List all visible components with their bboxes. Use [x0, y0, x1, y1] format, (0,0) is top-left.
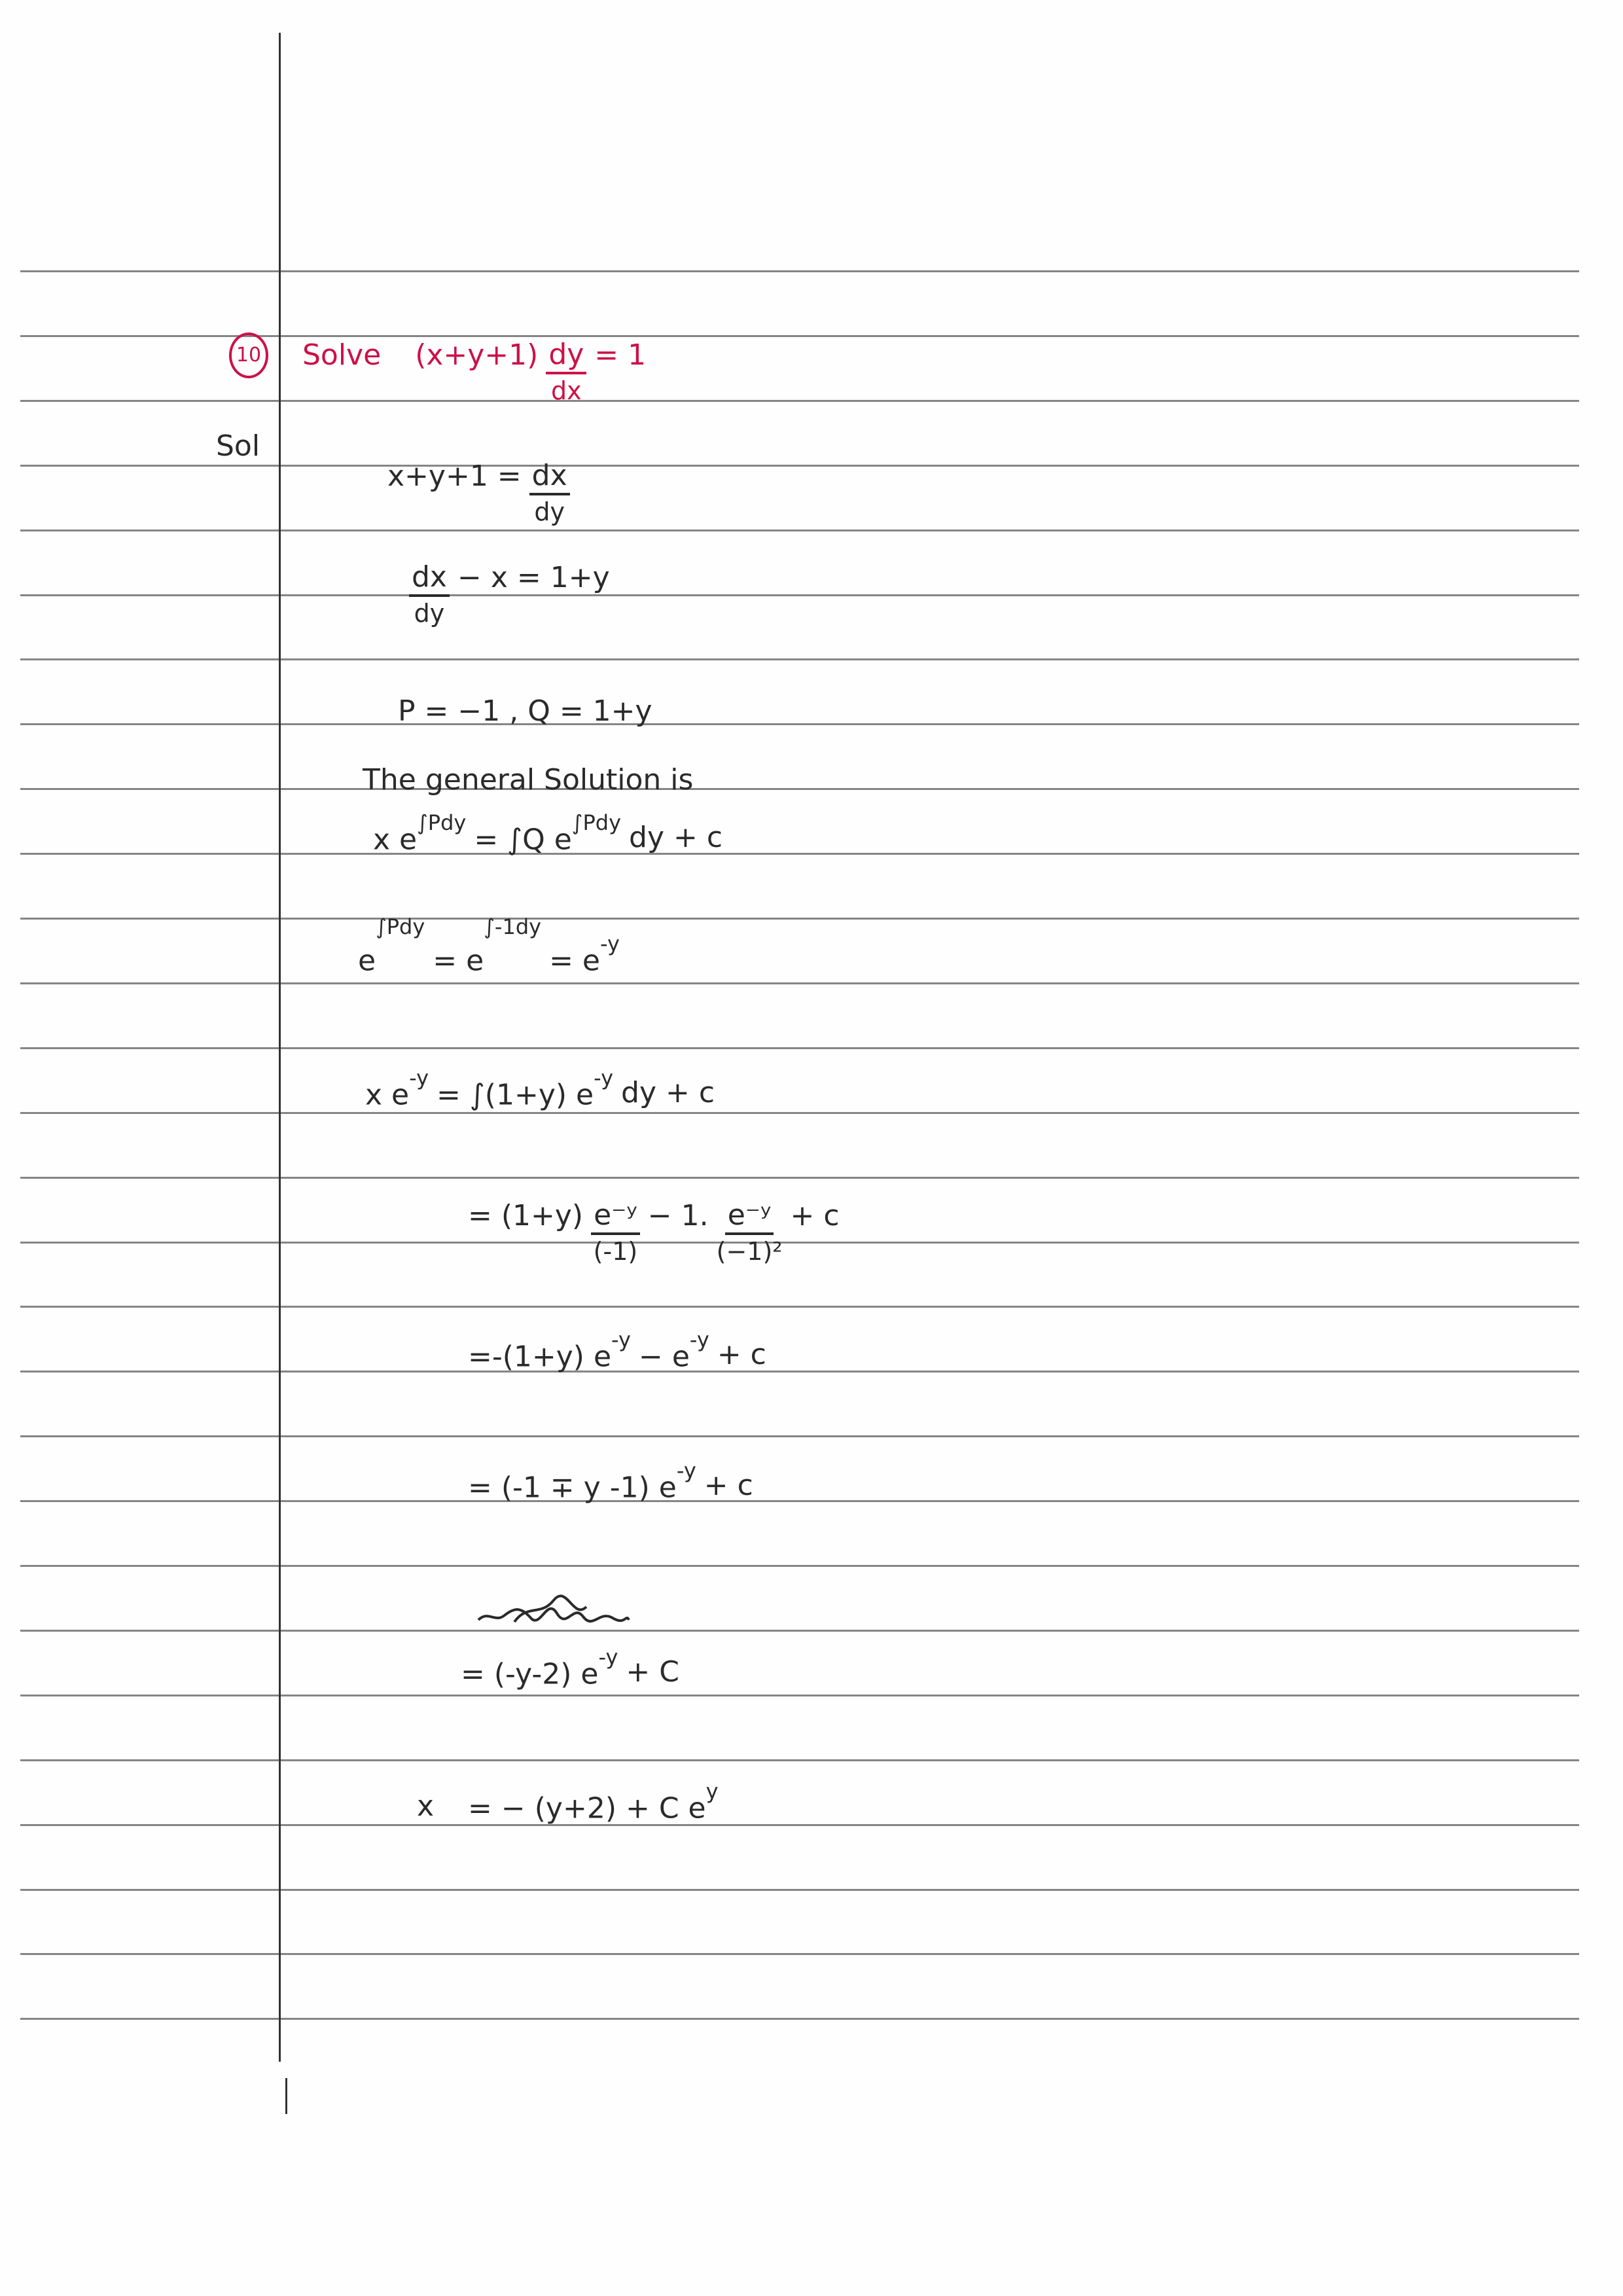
- term: = ∫(1+y) e: [437, 1078, 594, 1112]
- fraction: [591, 1198, 640, 1266]
- ruled-line: [20, 2018, 1579, 2020]
- numerator: e⁻ʸ: [725, 1201, 774, 1235]
- line-10: [468, 1458, 753, 1505]
- ruled-line: [20, 1695, 1579, 1696]
- line-2: [409, 560, 610, 628]
- ruled-line: [20, 529, 1579, 531]
- ruled-line: [20, 1565, 1579, 1567]
- problem-rhs: = 1: [594, 338, 647, 372]
- ruled-line: [20, 1953, 1579, 1955]
- denominator: (-1): [593, 1237, 638, 1266]
- line-3: P = −1 , Q = 1+y: [398, 694, 652, 728]
- lhs: x+y+1 =: [387, 459, 522, 493]
- line-9: [468, 1327, 766, 1374]
- term: = − (y+2) + C e: [468, 1791, 706, 1825]
- term: − 1.: [647, 1199, 709, 1232]
- rhs: − x = 1+y: [457, 561, 610, 594]
- fraction: [409, 560, 450, 628]
- term: = e: [433, 944, 484, 978]
- sol-label: Sol: [216, 429, 260, 463]
- ruled-line: [20, 1500, 1579, 1502]
- exponent: -y: [611, 1327, 631, 1352]
- term: x: [417, 1789, 435, 1823]
- ruled-line: [20, 723, 1579, 725]
- final-answer: [417, 1779, 719, 1825]
- ruled-line: [20, 1047, 1579, 1049]
- ruled-line: [20, 853, 1579, 855]
- ruled-line: [20, 982, 1579, 984]
- line-5: [373, 810, 723, 857]
- term: = (-1 ∓ y -1) e: [468, 1471, 677, 1505]
- term: + c: [704, 1469, 753, 1503]
- ruled-line: [20, 1889, 1579, 1891]
- ruled-line: [20, 1371, 1579, 1372]
- term: = ∫Q e: [474, 823, 572, 857]
- fraction: [716, 1198, 783, 1266]
- ruled-line: [20, 465, 1579, 467]
- exponent: -y: [600, 931, 620, 956]
- term: e: [358, 944, 376, 978]
- numerator: dx: [409, 563, 450, 597]
- numerator: dx: [529, 461, 570, 495]
- fraction: [529, 461, 570, 524]
- term: = (1+y): [468, 1199, 584, 1232]
- scribble-crossout: [475, 1590, 632, 1630]
- ruled-line: [20, 918, 1579, 920]
- exponent: ∫Pdy: [417, 810, 467, 835]
- denominator: dy: [534, 497, 565, 526]
- term: =-(1+y) e: [468, 1340, 612, 1374]
- term: x e: [373, 823, 418, 857]
- exponent: -y: [594, 1066, 614, 1090]
- term: = (-y-2) e: [461, 1657, 599, 1691]
- line-1: [387, 429, 570, 524]
- term: = e: [549, 944, 600, 978]
- exponent: -y: [409, 1066, 429, 1090]
- exponent: -y: [676, 1458, 696, 1483]
- ruled-line: [20, 1177, 1579, 1179]
- exponent: -y: [598, 1645, 618, 1670]
- problem-lhs: (x+y+1): [415, 338, 539, 372]
- denominator: (−1)²: [716, 1237, 783, 1266]
- line-7: [365, 1066, 715, 1112]
- ruled-line: [20, 594, 1579, 596]
- ruled-line: [20, 788, 1579, 790]
- exponent: ∫Pdy: [376, 914, 425, 939]
- line-12: [461, 1645, 679, 1691]
- ruled-line: [20, 1824, 1579, 1826]
- ruled-line: [20, 1759, 1579, 1761]
- denominator: dy: [414, 599, 445, 628]
- term: + C: [626, 1655, 679, 1689]
- term: dy + c: [629, 821, 723, 855]
- problem-label: Solve: [302, 338, 382, 372]
- ruled-line: [20, 658, 1579, 660]
- term: − e: [638, 1340, 690, 1374]
- ruled-line: [20, 1112, 1579, 1114]
- exponent: ∫-1dy: [484, 914, 542, 939]
- exponent: y: [705, 1779, 719, 1804]
- line-4: The general Solution is: [363, 763, 694, 797]
- problem-fraction: [546, 340, 586, 403]
- line-6: [358, 914, 620, 978]
- ruled-line: [20, 1306, 1579, 1308]
- term: + c: [717, 1338, 766, 1372]
- exponent: ∫Pdy: [571, 810, 622, 835]
- term: dy + c: [621, 1076, 715, 1110]
- line-8: [468, 1198, 840, 1266]
- ruled-line: [20, 1435, 1579, 1437]
- margin-line-fragment: [285, 2078, 287, 2114]
- problem-statement: [229, 308, 646, 403]
- problem-number: 10: [229, 332, 268, 378]
- ruled-line: [20, 1630, 1579, 1632]
- term: x e: [365, 1078, 410, 1112]
- exponent: -y: [689, 1327, 709, 1352]
- numerator: e⁻ʸ: [591, 1201, 640, 1235]
- denominator: dx: [551, 376, 582, 405]
- term: + c: [790, 1199, 840, 1232]
- numerator: dy: [546, 340, 586, 374]
- ruled-line: [20, 270, 1579, 272]
